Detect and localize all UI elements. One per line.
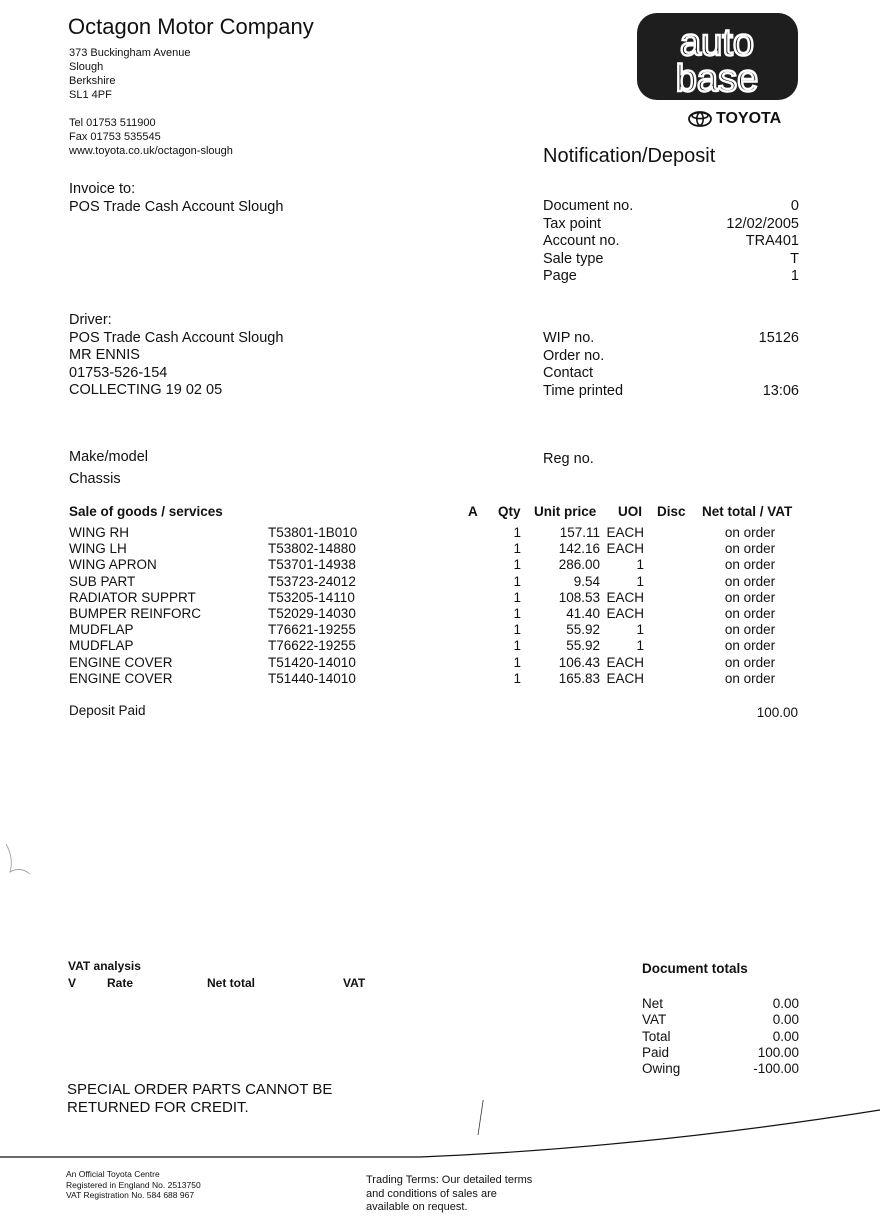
item-uoi: EACH [606, 525, 644, 540]
header-a: A [468, 504, 478, 519]
item-part-number: T53802-14880 [268, 541, 356, 557]
table-row [0, 655, 880, 671]
table-row [0, 671, 880, 687]
item-description: SUB PART [69, 573, 136, 589]
driver-line: 01753-526-154 [69, 364, 168, 381]
detail-label: Order no. [543, 347, 605, 364]
totals-row [642, 1029, 799, 1045]
header-description: Sale of goods / services [69, 504, 223, 519]
item-qty: 1 [513, 670, 521, 686]
item-unit-price: 286.00 [558, 557, 600, 573]
vat-header-vat: VAT [343, 976, 366, 990]
item-net-total: on order [724, 557, 776, 573]
vat-analysis-title: VAT analysis [68, 959, 141, 973]
invoice-to-label: Invoice to: [69, 181, 136, 197]
detail-row [543, 348, 799, 366]
item-description: BUMPER REINFORC [69, 605, 202, 621]
reg-no-label: Reg no. [543, 451, 594, 467]
make-model-label: Make/model [69, 449, 148, 465]
item-part-number: T52029-14030 [268, 605, 356, 621]
totals-row [642, 1012, 799, 1028]
autobase-logo-graphic [637, 13, 798, 100]
driver-block [69, 312, 283, 400]
table-row [0, 574, 880, 590]
detail-label: Contact [543, 365, 593, 381]
detail-value: 12/02/2005 [726, 215, 799, 232]
logo-word-auto: auto [680, 22, 754, 64]
toyota-emblem-icon [688, 111, 712, 127]
invoice-to [69, 180, 283, 216]
driver-line: MR ENNIS [69, 347, 140, 363]
detail-label: Page [543, 268, 577, 284]
item-uoi: EACH [606, 541, 644, 557]
header-net-total: Net total / VAT [702, 504, 793, 519]
footer-rule [0, 1100, 880, 1170]
footer-registration [66, 1169, 201, 1201]
totals-label: Owing [642, 1061, 681, 1077]
item-uoi: 1 [636, 573, 644, 589]
item-qty: 1 [513, 605, 521, 621]
document-totals-title: Document totals [642, 961, 748, 976]
item-unit-price: 9.54 [573, 573, 600, 589]
detail-row [543, 216, 799, 234]
totals-label: Net [642, 996, 664, 1011]
item-description: WING RH [69, 525, 129, 540]
item-net-total: on order [724, 654, 776, 670]
scan-mark [0, 840, 40, 880]
item-part-number: T53723-24012 [268, 573, 356, 589]
detail-label: Sale type [543, 250, 604, 267]
item-part-number: T53205-14110 [268, 589, 355, 605]
footer-trading-terms [366, 1174, 532, 1215]
table-row [0, 541, 880, 557]
header-disc: Disc [657, 504, 686, 519]
table-row [0, 557, 880, 573]
detail-value: TRA401 [745, 233, 799, 249]
totals-value: 0.00 [772, 996, 799, 1011]
vat-header-v: V [68, 976, 77, 990]
header-uoi: UOI [618, 504, 643, 519]
item-unit-price: 157.11 [559, 525, 600, 540]
item-part-number: T51420-14010 [268, 654, 356, 670]
item-unit-price: 55.92 [566, 622, 600, 638]
item-description: ENGINE COVER [69, 670, 173, 686]
autobase-logo [637, 13, 798, 100]
detail-value: T [790, 250, 799, 267]
item-qty: 1 [513, 541, 521, 557]
item-description: MUDFLAP [69, 622, 134, 638]
item-qty: 1 [513, 557, 521, 573]
item-uoi: EACH [606, 605, 644, 621]
item-unit-price: 165.83 [558, 670, 600, 686]
item-qty: 1 [513, 654, 521, 670]
item-part-number: T76621-19255 [268, 622, 356, 638]
detail-label: Document no. [543, 198, 634, 214]
detail-row [543, 365, 799, 383]
invoice-to-name: POS Trade Cash Account Slough [69, 199, 284, 215]
item-unit-price: 55.92 [566, 638, 600, 654]
deposit-label: Deposit Paid [69, 703, 146, 718]
item-description: WING APRON [69, 557, 157, 573]
item-part-number: T76622-19255 [268, 638, 356, 654]
company-name: Octagon Motor Company [68, 14, 314, 39]
document-title: Notification/Deposit [543, 145, 716, 167]
deposit-value: 100.00 [756, 705, 798, 720]
item-uoi: 1 [636, 557, 644, 573]
item-uoi: 1 [636, 638, 644, 654]
logo-word-base: base [675, 58, 759, 100]
address-line: Slough [69, 61, 104, 73]
detail-row [543, 233, 799, 251]
totals-value: 100.00 [757, 1044, 799, 1060]
item-net-total: on order [724, 525, 776, 540]
company-address [69, 46, 191, 102]
item-net-total: on order [724, 589, 776, 605]
item-net-total: on order [724, 622, 776, 638]
item-unit-price: 142.16 [558, 541, 600, 557]
item-uoi: EACH [606, 654, 644, 670]
detail-value: 13:06 [762, 382, 799, 399]
vat-header-rate: Rate [107, 976, 134, 990]
address-line: SL1 4PF [69, 89, 112, 101]
work-details [543, 330, 799, 400]
toyota-wordmark: TOYOTA [716, 110, 782, 127]
item-unit-price: 106.43 [558, 654, 600, 670]
table-row [0, 622, 880, 638]
driver-line: POS Trade Cash Account Slough [69, 329, 284, 346]
totals-row [642, 996, 799, 1012]
document-totals [642, 996, 799, 1077]
company-contact [69, 116, 233, 158]
driver-label: Driver: [69, 312, 112, 328]
footer-line: An Official Toyota Centre [66, 1169, 160, 1179]
item-qty: 1 [513, 589, 521, 605]
item-uoi: 1 [636, 622, 644, 638]
totals-value: 0.00 [772, 1012, 799, 1028]
header-unit-price: Unit price [534, 504, 597, 519]
detail-label: Tax point [543, 215, 602, 232]
address-line: Berkshire [69, 75, 116, 87]
item-net-total: on order [724, 541, 776, 557]
vat-header-net-total: Net total [207, 976, 255, 990]
item-part-number: T53801-1B010 [268, 525, 358, 540]
totals-value: 0.00 [772, 1028, 799, 1044]
detail-label: Account no. [543, 233, 620, 249]
item-net-total: on order [724, 605, 776, 621]
item-unit-price: 108.53 [558, 589, 600, 605]
item-net-total: on order [724, 670, 776, 686]
item-part-number: T53701-14938 [268, 557, 356, 573]
line-items [0, 525, 880, 687]
detail-value: 1 [790, 268, 799, 284]
footer-line: Registered in England No. 2513750 [66, 1179, 201, 1190]
header-qty: Qty [498, 504, 521, 519]
item-description: WING LH [69, 541, 127, 557]
notice-line: RETURNED FOR CREDIT. [67, 1098, 249, 1116]
footer-line: and conditions of sales are [366, 1187, 497, 1200]
totals-label: Paid [642, 1044, 670, 1060]
item-net-total: on order [724, 638, 776, 654]
detail-row [543, 383, 799, 401]
table-row [0, 606, 880, 622]
item-qty: 1 [513, 638, 521, 654]
notice-line: SPECIAL ORDER PARTS CANNOT BE [67, 1081, 333, 1098]
totals-row [642, 1061, 799, 1077]
totals-value: -100.00 [753, 1061, 799, 1077]
totals-label: VAT [642, 1012, 667, 1028]
detail-row [543, 330, 799, 348]
toyota-brand [688, 110, 781, 128]
detail-value: 0 [790, 198, 799, 214]
footer-line: available on request. [366, 1201, 468, 1213]
footer-line: Trading Terms: Our detailed terms [366, 1174, 533, 1186]
item-uoi: EACH [606, 670, 644, 686]
totals-row [642, 1045, 799, 1061]
document-details [543, 198, 799, 286]
driver-line: COLLECTING 19 02 05 [69, 382, 223, 398]
detail-label: WIP no. [543, 330, 595, 346]
address-line: 373 Buckingham Avenue [69, 47, 191, 59]
fax: Fax 01753 535545 [69, 131, 161, 143]
detail-row [543, 251, 799, 269]
table-row [0, 525, 880, 541]
item-description: ENGINE COVER [69, 654, 173, 670]
item-part-number: T51440-14010 [268, 670, 356, 686]
totals-label: Total [642, 1028, 671, 1044]
detail-row [543, 198, 799, 216]
item-qty: 1 [513, 525, 521, 540]
chassis-label: Chassis [69, 471, 121, 487]
item-qty: 1 [513, 573, 521, 589]
item-description: RADIATOR SUPPRT [69, 589, 196, 605]
detail-row [543, 268, 799, 286]
item-qty: 1 [513, 622, 521, 638]
item-uoi: EACH [606, 589, 644, 605]
item-unit-price: 41.40 [566, 605, 600, 621]
table-row [0, 590, 880, 606]
website: www.toyota.co.uk/octagon-slough [69, 145, 233, 157]
footer-line: VAT Registration No. 584 688 967 [66, 1190, 195, 1200]
item-net-total: on order [724, 573, 776, 589]
item-description: MUDFLAP [69, 638, 134, 654]
detail-value: 15126 [758, 330, 799, 346]
telephone: Tel 01753 511900 [69, 117, 156, 129]
table-row [0, 638, 880, 654]
detail-label: Time printed [543, 382, 624, 399]
